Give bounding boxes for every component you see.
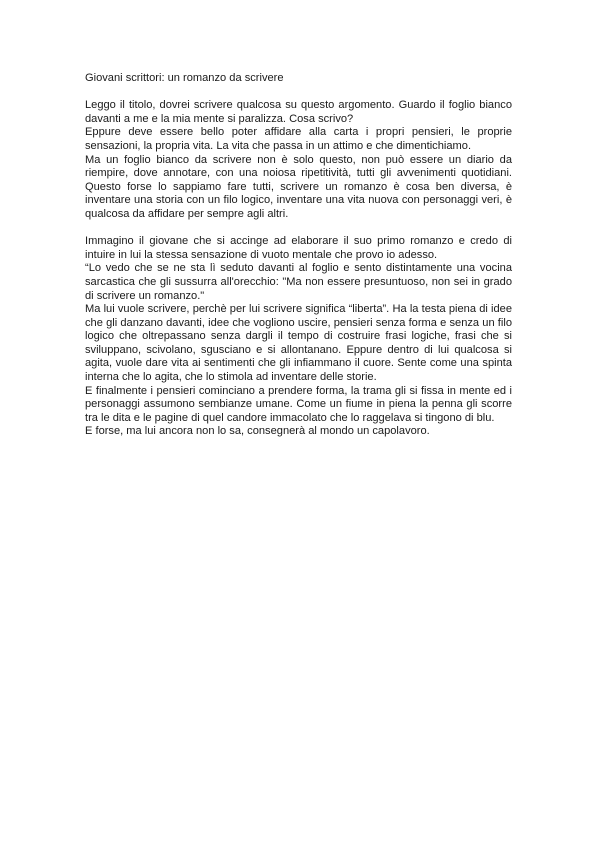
paragraph-3: Ma un foglio bianco da scrivere non è solo questo, non può essere un diario da riempire, dove annotare, con una noiosa ripetitività, tutti gli avvenimenti quotidiani. Questo forse lo sappiamo fare tutti, scrivere un romanzo è cosa ben diversa, è inventare una storia con un filo logico, inventare una vita nuova con personaggi veri, è qualcosa da affidare per sempre agli altri. xyxy=(85,153,512,220)
document-page xyxy=(85,72,512,439)
paragraph-2: Eppure deve essere bello poter affidare alla carta i propri pensieri, le proprie sensazioni, la propria vita. La vita che passa in un attimo e che dimentichiamo. xyxy=(85,126,512,152)
document-title: Giovani scrittori: un romanzo da scrivere xyxy=(85,72,284,84)
paragraph-8: E forse, ma lui ancora non lo sa, consegnerà al mondo un capolavoro. xyxy=(85,425,430,438)
paragraph-1: Leggo il titolo, dovrei scrivere qualcosa su questo argomento. Guardo il foglio bianco davanti a me e la mia mente si paralizza. Cosa scrivo? xyxy=(85,99,512,125)
paragraph-gap xyxy=(85,222,512,236)
paragraph-6: Ma lui vuole scrivere, perchè per lui scrivere significa “liberta”. Ha la testa piena di idee che gli danzano davanti, idee che vogliono uscire, pensieri senza forma e senza un filo logico che oltrepassano senza dargli il tempo di costruire frasi logiche, frasi che si sviluppano, scivolano, sgusciano e si allontanano. Eppure dentro di lui qualcosa si agita, vuole dare vita ai sentimenti che gli infiammano il cuore. Sente come una spinta interna che lo agita, che lo stimola ad inventare delle storie. xyxy=(85,303,512,384)
paragraph-7: E finalmente i pensieri cominciano a prendere forma, la trama gli si fissa in mente ed i personaggi assumono sembianze umane. Come un fiume in piena la penna gli scorre tra le dita e le pagine di quel candore immacolato che lo raggelava si tingono di blu. xyxy=(85,384,512,424)
paragraph-5: “Lo vedo che se ne sta lì seduto davanti al foglio e sento distintamente una vocina sarcastica che gli sussurra all'orecchio: "Ma non essere presuntuoso, non sei in grado di scrivere un romanzo." xyxy=(85,262,512,302)
paragraph-4: Immagino il giovane che si accinge ad elaborare il suo primo romanzo e credo di intuire in lui la stessa sensazione di vuoto mentale che provo io adesso. xyxy=(85,235,512,261)
